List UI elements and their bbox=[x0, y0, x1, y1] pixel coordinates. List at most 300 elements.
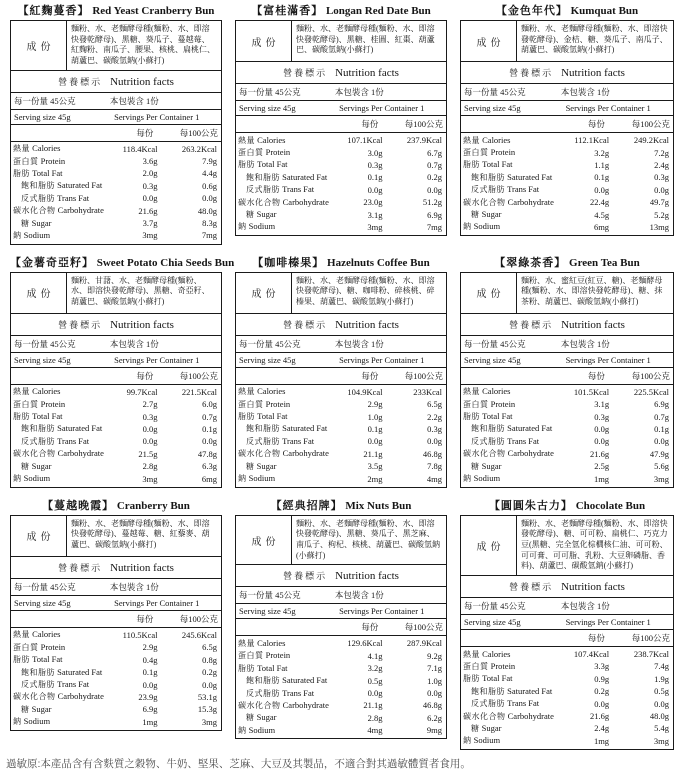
servings-per-package-zh: 本包裝含 1份 bbox=[334, 338, 384, 349]
nutrient-row bbox=[11, 654, 221, 666]
value-per-100g: 0.6g bbox=[202, 180, 217, 191]
nutrient-row bbox=[11, 703, 221, 715]
value-per-serving: 4.1g bbox=[367, 650, 383, 661]
value-per-serving: 3mg bbox=[142, 230, 158, 241]
nutrition-facts-label-zh: 營養標示 bbox=[58, 319, 103, 330]
column-header-row bbox=[236, 619, 446, 636]
nutrient-label bbox=[13, 473, 104, 484]
nutrient-label-en: Total Fat bbox=[257, 411, 288, 422]
value-per-100g: 46.8g bbox=[422, 700, 442, 711]
column-per-serving: 每份 bbox=[361, 622, 379, 633]
column-per-serving: 每份 bbox=[136, 613, 154, 624]
panel-title-zh: 【經典招牌】 bbox=[270, 499, 343, 512]
value-per-100g: 233Kcal bbox=[413, 386, 442, 397]
column-spacer bbox=[238, 370, 325, 382]
nutrient-row bbox=[236, 650, 446, 662]
nutrient-row bbox=[461, 648, 673, 660]
value-per-100g: 5.6g bbox=[654, 461, 669, 472]
nutrition-facts-label-en: Nutrition facts bbox=[561, 318, 625, 331]
nutrient-label-zh: 鈉 bbox=[13, 474, 22, 484]
nutrient-label bbox=[463, 423, 555, 434]
serving-size-en: Serving size 45g bbox=[239, 103, 296, 113]
value-per-100g: 0.5g bbox=[654, 686, 669, 697]
value-per-serving: 6mg bbox=[593, 221, 610, 232]
nutrient-label-en: Sugar bbox=[31, 460, 52, 471]
nutrient-label-en: Carbohydrate bbox=[507, 196, 554, 207]
value-per-serving: 1mg bbox=[593, 735, 610, 746]
nutrient-row bbox=[461, 184, 673, 196]
nutrient-label-zh: 鈉 bbox=[463, 474, 472, 484]
value-per-serving: 2.7g bbox=[142, 399, 158, 410]
nutrient-label-zh: 鈉 bbox=[238, 222, 247, 232]
value-per-serving: 3.1g bbox=[594, 399, 610, 410]
nutrient-row bbox=[461, 386, 673, 398]
nutrient-row bbox=[236, 724, 446, 736]
serving-size-en: Serving size 45g bbox=[14, 354, 71, 365]
value-per-100g: 1.9g bbox=[654, 673, 669, 684]
nutrition-facts-label-zh: 營養標示 bbox=[509, 319, 554, 330]
nutrient-label-en: Saturated Fat bbox=[507, 171, 553, 182]
servings-per-package-zh: 本包裝含 1份 bbox=[560, 600, 610, 611]
nutrient-label-zh: 脂肪 bbox=[463, 674, 480, 684]
nutrient-label bbox=[463, 673, 555, 684]
nutrient-row bbox=[11, 678, 221, 690]
value-per-serving: 21.5g bbox=[138, 448, 158, 459]
nutrient-label-en: Total Fat bbox=[32, 654, 63, 665]
nutrient-row bbox=[11, 691, 221, 703]
servings-per-container-en: Servings Per Container 1 bbox=[114, 111, 200, 122]
allergen-notice: 過敏原:本產品含有含麩質之穀物、牛奶、堅果、芝麻、大豆及其製品，不適合對其過敏體質者食用。 bbox=[6, 758, 471, 770]
panel-title bbox=[10, 256, 235, 270]
serving-size-zh: 每一份量 45公克 bbox=[14, 581, 76, 592]
nutrition-panel bbox=[235, 5, 447, 245]
column-per-100g: 每100公克 bbox=[404, 622, 443, 633]
value-per-serving: 0.3g bbox=[594, 411, 610, 422]
nutrient-label bbox=[13, 436, 104, 447]
value-per-100g: 0.0g bbox=[654, 436, 669, 447]
panel-title bbox=[460, 257, 674, 270]
nutrient-row bbox=[461, 448, 673, 460]
nutrient-row bbox=[461, 221, 673, 233]
value-per-100g: 15.3g bbox=[197, 704, 217, 715]
value-per-serving: 0.0g bbox=[142, 436, 158, 447]
serving-size-row-en bbox=[461, 353, 673, 368]
ingredients-label: 成份 bbox=[11, 273, 67, 313]
nutrient-label bbox=[13, 180, 104, 191]
nutrition-facts-label-en: Nutrition facts bbox=[110, 75, 174, 88]
nutrient-label bbox=[463, 172, 555, 183]
nutrient-row bbox=[11, 229, 221, 241]
value-per-100g: 49.7g bbox=[649, 197, 669, 208]
nutrition-facts-label-zh: 營養標示 bbox=[509, 68, 554, 78]
nutrient-label bbox=[463, 399, 555, 410]
nutrient-row bbox=[461, 196, 673, 208]
nutrient-label-en: Protein bbox=[490, 147, 516, 158]
value-per-100g: 6.5g bbox=[202, 642, 217, 653]
nutrient-label bbox=[238, 197, 329, 208]
nutrient-label bbox=[238, 712, 329, 723]
servings-per-package-zh: 本包裝含 1份 bbox=[560, 338, 610, 349]
nutrient-label-zh: 脂肪 bbox=[238, 412, 255, 422]
nutrient-label-zh: 飽和脂肪 bbox=[471, 686, 505, 696]
value-per-100g: 3mg bbox=[653, 735, 669, 746]
column-per-100g: 每100公克 bbox=[179, 127, 218, 138]
panel-title-en: Hazelnuts Coffee Bun bbox=[327, 256, 430, 269]
ingredients-label: 成份 bbox=[461, 21, 517, 61]
nutrient-row bbox=[461, 673, 673, 685]
value-per-100g: 4mg bbox=[426, 473, 442, 484]
nutrient-label-zh: 糖 bbox=[471, 723, 480, 733]
nutrient-label-en: Total Fat bbox=[32, 411, 63, 422]
nutrient-rows bbox=[11, 628, 221, 730]
serving-size-row-zh bbox=[236, 587, 446, 604]
nutrient-label-zh: 糖 bbox=[246, 210, 255, 220]
nutrient-label-zh: 飽和脂肪 bbox=[246, 424, 280, 434]
nutrient-label bbox=[13, 629, 104, 640]
value-per-100g: 48.0g bbox=[197, 205, 217, 216]
nutrient-label-zh: 熱量 bbox=[238, 135, 255, 145]
nutrition-facts-label-zh: 營養標示 bbox=[283, 319, 328, 330]
nutrient-label-en: Total Fat bbox=[32, 167, 63, 178]
nutrient-label-zh: 糖 bbox=[21, 461, 30, 471]
nutrient-label-zh: 蛋白質 bbox=[463, 661, 489, 671]
serving-size-row-en bbox=[11, 110, 221, 125]
nutrient-label-zh: 反式脂肪 bbox=[21, 436, 55, 446]
nutrient-label bbox=[463, 135, 555, 146]
value-per-serving: 0.0g bbox=[594, 184, 610, 195]
nutrient-label bbox=[238, 436, 329, 447]
nutrient-label bbox=[238, 448, 329, 459]
nutrient-label-en: Total Fat bbox=[482, 673, 513, 684]
nutrient-label-zh: 蛋白質 bbox=[13, 642, 39, 652]
nutrient-label-zh: 碳水化合物 bbox=[238, 700, 281, 710]
servings-per-package-zh: 本包裝含 1份 bbox=[560, 87, 610, 97]
nutrient-label-zh: 碳水化合物 bbox=[13, 449, 56, 459]
nutrition-table bbox=[10, 272, 222, 488]
value-per-100g: 237.9Kcal bbox=[406, 135, 442, 146]
column-per-100g: 每100公克 bbox=[404, 370, 443, 381]
value-per-serving: 0.3g bbox=[142, 411, 158, 422]
nutrient-label-zh: 糖 bbox=[246, 461, 255, 471]
nutrition-facts-header bbox=[461, 314, 673, 336]
ingredients-label: 成份 bbox=[11, 21, 67, 70]
nutrient-label-en: Calories bbox=[257, 134, 286, 145]
nutrition-panel bbox=[10, 500, 222, 750]
nutrient-label-en: Carbohydrate bbox=[282, 699, 329, 710]
value-per-100g: 245.6Kcal bbox=[181, 629, 217, 640]
nutrient-label-zh: 反式脂肪 bbox=[21, 193, 55, 203]
nutrient-label-zh: 鈉 bbox=[13, 230, 22, 240]
nutrient-label-en: Sugar bbox=[481, 722, 502, 733]
value-per-serving: 129.6Kcal bbox=[347, 638, 383, 649]
value-per-100g: 6.9g bbox=[654, 399, 669, 410]
column-spacer bbox=[238, 621, 325, 633]
value-per-serving: 0.4g bbox=[142, 654, 158, 665]
value-per-100g: 0.7g bbox=[654, 411, 669, 422]
value-per-serving: 0.0g bbox=[367, 688, 383, 698]
serving-size-row-zh bbox=[11, 93, 221, 110]
nutrient-label-en: Calories bbox=[482, 648, 511, 659]
ingredients-text: 麵粉、水、老麵酵母種(麵粉、水、即溶快發乾酵母)、黑糖、葵瓜子、黑芝麻、南瓜子、枸杞、核桃、葫蘆巴、碳酸氫鈉(小蘇打) bbox=[296, 518, 440, 560]
nutrient-label-en: Sodium bbox=[248, 724, 276, 735]
nutrient-row bbox=[236, 435, 446, 447]
serving-size-row-zh bbox=[236, 84, 446, 101]
nutrition-facts-label-zh: 營養標示 bbox=[283, 571, 328, 582]
nutrient-label bbox=[463, 661, 555, 672]
value-per-100g: 2.2g bbox=[427, 411, 442, 422]
nutrient-row bbox=[11, 192, 221, 204]
nutrient-row bbox=[461, 722, 673, 734]
nutrient-label-en: Protein bbox=[265, 650, 291, 661]
serving-size-en: Serving size 45g bbox=[464, 354, 521, 365]
value-per-100g: 3mg bbox=[201, 716, 217, 727]
nutrient-label-en: Carbohydrate bbox=[507, 448, 554, 459]
value-per-serving: 1mg bbox=[593, 473, 610, 484]
value-per-100g: 221.5Kcal bbox=[181, 386, 217, 397]
value-per-100g: 48.0g bbox=[649, 711, 669, 722]
nutrient-row bbox=[236, 460, 446, 472]
nutrient-label bbox=[463, 686, 555, 697]
nutrient-label-en: Sodium bbox=[248, 473, 276, 484]
serving-size-row-en bbox=[236, 353, 446, 368]
nutrient-label bbox=[13, 156, 104, 167]
nutrient-label-zh: 脂肪 bbox=[13, 412, 30, 422]
ingredients-text: 麵粉、水、蜜紅豆(紅豆、糖)、老麵酵母種(麵粉、水、即溶快發乾酵母)、糖、抹茶粉、葫蘆巴、碳酸氫鈉(小蘇打) bbox=[521, 275, 663, 306]
nutrient-rows bbox=[236, 636, 446, 738]
serving-size-row-zh bbox=[461, 598, 673, 615]
ingredients-label: 成份 bbox=[461, 516, 517, 575]
panel-title-zh: 【金色年代】 bbox=[495, 5, 568, 17]
nutrient-label bbox=[13, 448, 104, 459]
nutrient-label bbox=[238, 700, 329, 711]
value-per-serving: 2.9g bbox=[367, 399, 383, 410]
nutrient-row bbox=[11, 460, 221, 472]
nutrient-row bbox=[236, 398, 446, 410]
nutrient-row bbox=[236, 134, 446, 146]
panel-title bbox=[460, 500, 674, 513]
nutrient-label bbox=[238, 461, 329, 472]
ingredients-row bbox=[11, 21, 221, 71]
column-per-serving: 每份 bbox=[136, 370, 154, 381]
nutrient-row bbox=[461, 472, 673, 484]
nutrient-label-en: Protein bbox=[40, 398, 66, 409]
serving-size-row-zh bbox=[11, 336, 221, 353]
nutrient-label bbox=[463, 723, 555, 734]
nutrient-label-zh: 鈉 bbox=[463, 736, 472, 746]
value-per-serving: 1.1g bbox=[594, 159, 610, 170]
nutrient-label-en: Sugar bbox=[481, 460, 502, 471]
nutrient-row bbox=[236, 146, 446, 158]
nutrition-facts-label-zh: 營養標示 bbox=[509, 581, 554, 592]
nutrient-row bbox=[11, 167, 221, 179]
nutrient-label-en: Saturated Fat bbox=[507, 685, 553, 696]
value-per-serving: 4.5g bbox=[594, 209, 610, 220]
value-per-100g: 53.1g bbox=[197, 691, 217, 702]
nutrition-facts-header bbox=[461, 576, 673, 598]
column-spacer bbox=[463, 632, 550, 644]
nutrient-row bbox=[11, 448, 221, 460]
serving-size-zh: 每一份量 45公克 bbox=[464, 87, 526, 97]
nutrient-label bbox=[238, 675, 329, 686]
value-per-serving: 2mg bbox=[367, 473, 383, 484]
nutrient-row bbox=[461, 660, 673, 672]
nutrient-label-zh: 蛋白質 bbox=[238, 399, 264, 409]
nutrient-label bbox=[463, 711, 555, 722]
nutrient-label bbox=[13, 654, 104, 665]
nutrient-label-en: Trans Fat bbox=[507, 435, 540, 446]
nutrient-label-zh: 碳水化合物 bbox=[238, 197, 281, 207]
servings-per-container-en: Servings Per Container 1 bbox=[114, 354, 200, 365]
nutrient-label-en: Trans Fat bbox=[282, 184, 315, 195]
nutrient-label-zh: 反式脂肪 bbox=[246, 185, 280, 195]
nutrient-rows bbox=[461, 133, 673, 235]
nutrient-label-zh: 蛋白質 bbox=[13, 399, 39, 409]
ingredients-label: 成份 bbox=[236, 516, 292, 565]
nutrient-label-zh: 糖 bbox=[21, 704, 30, 714]
nutrient-label-en: Sugar bbox=[256, 712, 277, 723]
serving-size-zh: 每一份量 45公克 bbox=[239, 590, 301, 601]
nutrient-label-zh: 飽和脂肪 bbox=[21, 181, 55, 191]
nutrition-facts-label-en: Nutrition facts bbox=[561, 580, 625, 593]
nutrient-label-zh: 糖 bbox=[246, 713, 255, 723]
panel-title-zh: 【金薯奇亞籽】 bbox=[10, 256, 94, 269]
nutrient-label-en: Carbohydrate bbox=[282, 196, 329, 207]
ingredients-row bbox=[11, 516, 221, 557]
nutrient-label bbox=[13, 691, 104, 702]
nutrition-panel bbox=[460, 5, 674, 245]
serving-size-row-zh bbox=[11, 579, 221, 596]
value-per-100g: 7mg bbox=[201, 230, 217, 241]
value-per-serving: 3.5g bbox=[367, 461, 383, 472]
nutrient-row bbox=[11, 217, 221, 229]
serving-size-row-en bbox=[236, 101, 446, 116]
nutrition-facts-label-en: Nutrition facts bbox=[335, 570, 399, 583]
nutrient-row bbox=[461, 171, 673, 183]
value-per-100g: 3mg bbox=[653, 473, 669, 484]
nutrient-label-en: Calories bbox=[257, 386, 286, 397]
nutrition-facts-label-en: Nutrition facts bbox=[335, 318, 399, 331]
nutrient-row bbox=[461, 697, 673, 709]
nutrition-facts-header bbox=[11, 314, 221, 336]
servings-per-package-zh: 本包裝含 1份 bbox=[334, 87, 384, 97]
nutrient-rows bbox=[11, 385, 221, 487]
value-per-100g: 7mg bbox=[426, 221, 442, 232]
value-per-100g: 0.0g bbox=[202, 193, 217, 204]
panel-title-en: Kumquat Bun bbox=[570, 5, 639, 17]
value-per-100g: 47.9g bbox=[649, 448, 669, 459]
value-per-100g: 6mg bbox=[201, 473, 217, 484]
nutrient-row bbox=[461, 146, 673, 158]
nutrient-row bbox=[461, 398, 673, 410]
nutrient-label-zh: 熱量 bbox=[463, 387, 480, 397]
nutrient-label-zh: 糖 bbox=[471, 210, 480, 220]
nutrient-label-zh: 熱量 bbox=[463, 135, 480, 145]
serving-size-row-en bbox=[461, 101, 673, 116]
nutrient-label-zh: 脂肪 bbox=[463, 160, 480, 170]
serving-size-row-en bbox=[461, 615, 673, 630]
nutrient-label-en: Total Fat bbox=[482, 159, 513, 170]
value-per-100g: 7.9g bbox=[202, 156, 217, 167]
nutrition-facts-label-zh: 營養標示 bbox=[58, 562, 103, 573]
nutrient-row bbox=[11, 423, 221, 435]
serving-size-zh: 每一份量 45公克 bbox=[464, 600, 526, 611]
nutrient-label-en: Protein bbox=[40, 155, 66, 166]
nutrient-label-en: Protein bbox=[265, 398, 291, 409]
value-per-100g: 13mg bbox=[649, 221, 669, 232]
value-per-serving: 23.9g bbox=[138, 691, 158, 702]
nutrient-label bbox=[13, 399, 104, 410]
nutrient-label-zh: 糖 bbox=[21, 218, 30, 228]
nutrient-row bbox=[461, 460, 673, 472]
nutrient-label-zh: 碳水化合物 bbox=[463, 711, 506, 721]
nutrient-label bbox=[463, 698, 555, 709]
nutrient-label bbox=[238, 411, 329, 422]
nutrient-label-en: Sodium bbox=[23, 716, 51, 727]
nutrient-row bbox=[236, 423, 446, 435]
value-per-serving: 0.1g bbox=[594, 172, 610, 183]
nutrient-label-zh: 反式脂肪 bbox=[471, 436, 505, 446]
nutrient-label bbox=[463, 159, 555, 170]
nutrient-label-en: Saturated Fat bbox=[282, 171, 328, 182]
nutrient-label bbox=[463, 386, 555, 397]
value-per-serving: 3.1g bbox=[367, 209, 383, 220]
nutrient-label-en: Calories bbox=[482, 386, 511, 397]
ingredients-text: 麵粉、甘藷、水、老麵酵母種(麵粉、水、即溶快發乾酵母)、黑糖、奇亞籽、葫蘆巴、碳酸氫鈉(小蘇打) bbox=[71, 275, 210, 306]
nutrient-row bbox=[236, 221, 446, 233]
nutrient-label bbox=[13, 218, 104, 229]
nutrition-facts-header bbox=[236, 314, 446, 336]
value-per-100g: 7.8g bbox=[427, 461, 442, 472]
nutrient-label-en: Protein bbox=[490, 398, 516, 409]
nutrient-label bbox=[238, 638, 329, 649]
value-per-serving: 3mg bbox=[367, 221, 383, 232]
value-per-serving: 3.2g bbox=[367, 663, 383, 674]
value-per-100g: 0.0g bbox=[654, 184, 669, 195]
nutrition-table bbox=[235, 515, 447, 740]
nutrient-label bbox=[238, 650, 329, 661]
nutrient-label bbox=[463, 473, 555, 484]
panel-title bbox=[10, 500, 222, 513]
column-spacer bbox=[13, 370, 100, 382]
nutrition-table bbox=[460, 20, 674, 236]
ingredients-row bbox=[461, 273, 673, 314]
panel-title-zh: 【紅麴蔓香】 bbox=[17, 5, 90, 17]
value-per-serving: 0.0g bbox=[367, 436, 383, 447]
value-per-100g: 1.0g bbox=[427, 675, 442, 686]
nutrient-label bbox=[13, 230, 104, 241]
value-per-100g: 0.7g bbox=[202, 411, 217, 422]
ingredients-text: 麵粉、水、老麵酵母種(麵粉、水、即溶快發乾酵母)、黑糖、葵瓜子、蔓越莓、紅麴粉、南瓜子、腰果、核桃、扁桃仁、葫蘆巴、碳酸氫鈉(小蘇打) bbox=[71, 24, 215, 65]
nutrient-label-zh: 飽和脂肪 bbox=[471, 172, 505, 182]
nutrient-label-en: Saturated Fat bbox=[507, 423, 553, 434]
nutrient-label bbox=[13, 143, 104, 154]
nutrient-label bbox=[238, 172, 329, 183]
nutrition-facts-header bbox=[11, 71, 221, 93]
panel-title-en: Mix Nuts Bun bbox=[345, 499, 412, 512]
nutrient-row bbox=[11, 386, 221, 398]
value-per-100g: 7.2g bbox=[654, 147, 669, 158]
serving-size-zh: 每一份量 45公克 bbox=[239, 87, 301, 97]
nutrient-label bbox=[238, 159, 329, 170]
ingredients-label: 成份 bbox=[461, 273, 517, 313]
column-per-serving: 每份 bbox=[587, 370, 605, 381]
panel-title-en: Chocolate Bun bbox=[575, 499, 646, 512]
value-per-serving: 3.2g bbox=[594, 147, 610, 158]
nutrient-label bbox=[463, 448, 555, 459]
nutrient-rows bbox=[236, 385, 446, 487]
ingredients-label: 成份 bbox=[236, 21, 292, 61]
column-spacer bbox=[13, 613, 100, 625]
